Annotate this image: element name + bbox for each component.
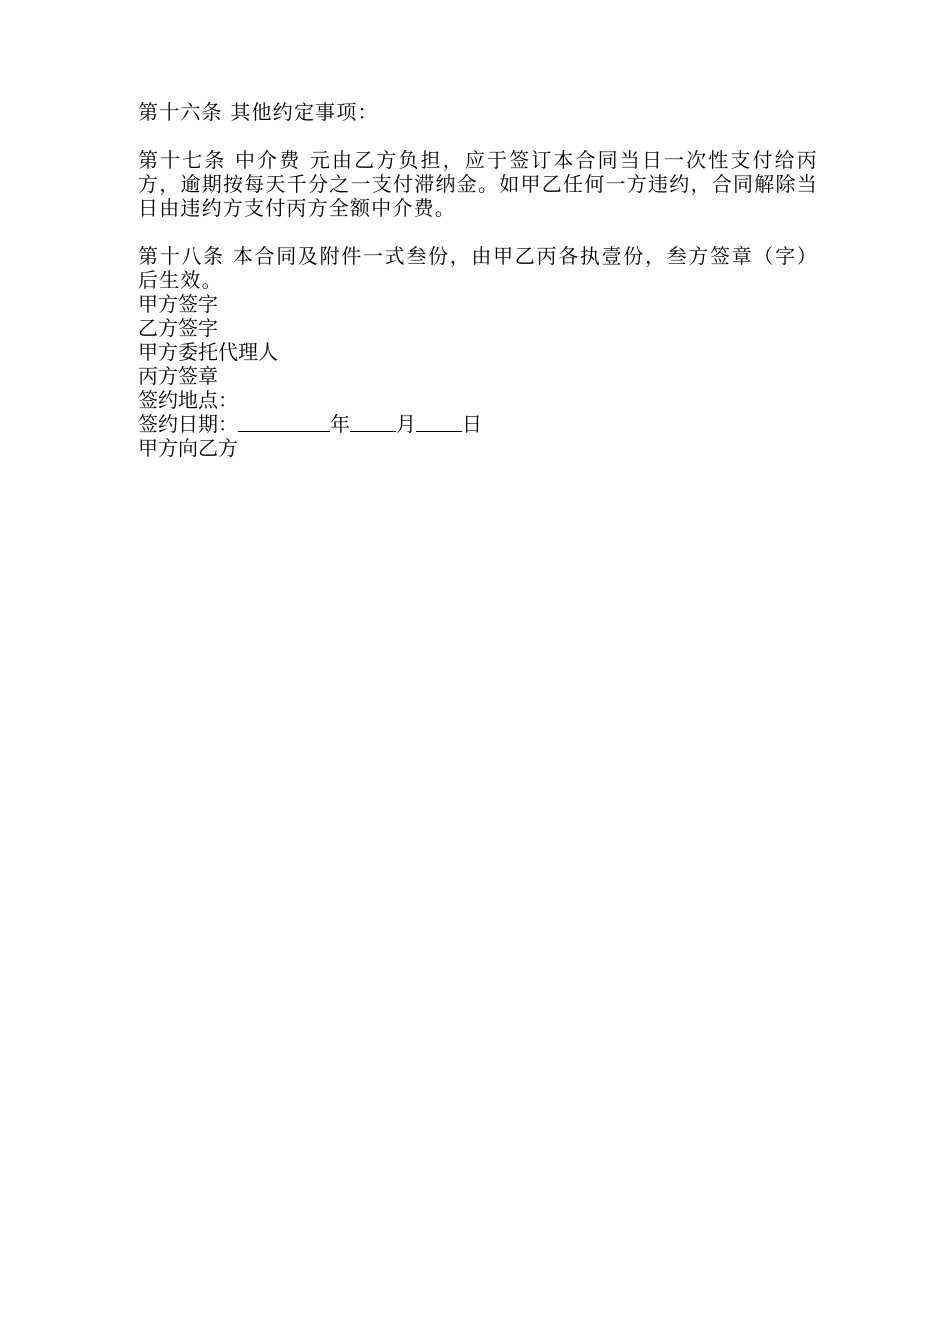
party-b-signature: 乙方签字 (138, 316, 218, 340)
article-16: 第十六条 其他约定事项： (138, 100, 379, 124)
spacer (138, 124, 818, 148)
party-a-signature: 甲方签字 (138, 292, 218, 316)
sign-place: 签约地点： (138, 388, 238, 412)
year-label: 年 (330, 412, 350, 436)
party-c-seal: 丙方签章 (138, 364, 218, 388)
sign-date (138, 412, 818, 436)
month-label: 月 (396, 412, 416, 436)
sign-date-label: 签约日期： (138, 412, 238, 436)
day-label: 日 (462, 412, 482, 436)
year-blank (238, 413, 330, 432)
article-17: 第十七条 中介费 元由乙方负担，应于签订本合同当日一次性支付给丙方，逾期按每天千分之一支付滞纳金。如甲乙任何一方违约，合同解除当日由违约方支付丙方全额中介费。 (138, 148, 818, 220)
article-18: 第十八条 本合同及附件一式叁份，由甲乙丙各执壹份，叁方签章（字）后生效。 (138, 244, 818, 292)
closing-line: 甲方向乙方 (138, 436, 238, 460)
party-a-agent: 甲方委托代理人 (138, 340, 278, 364)
day-blank (416, 413, 462, 432)
spacer (138, 220, 818, 244)
month-blank (350, 413, 396, 432)
document-page (138, 100, 818, 460)
